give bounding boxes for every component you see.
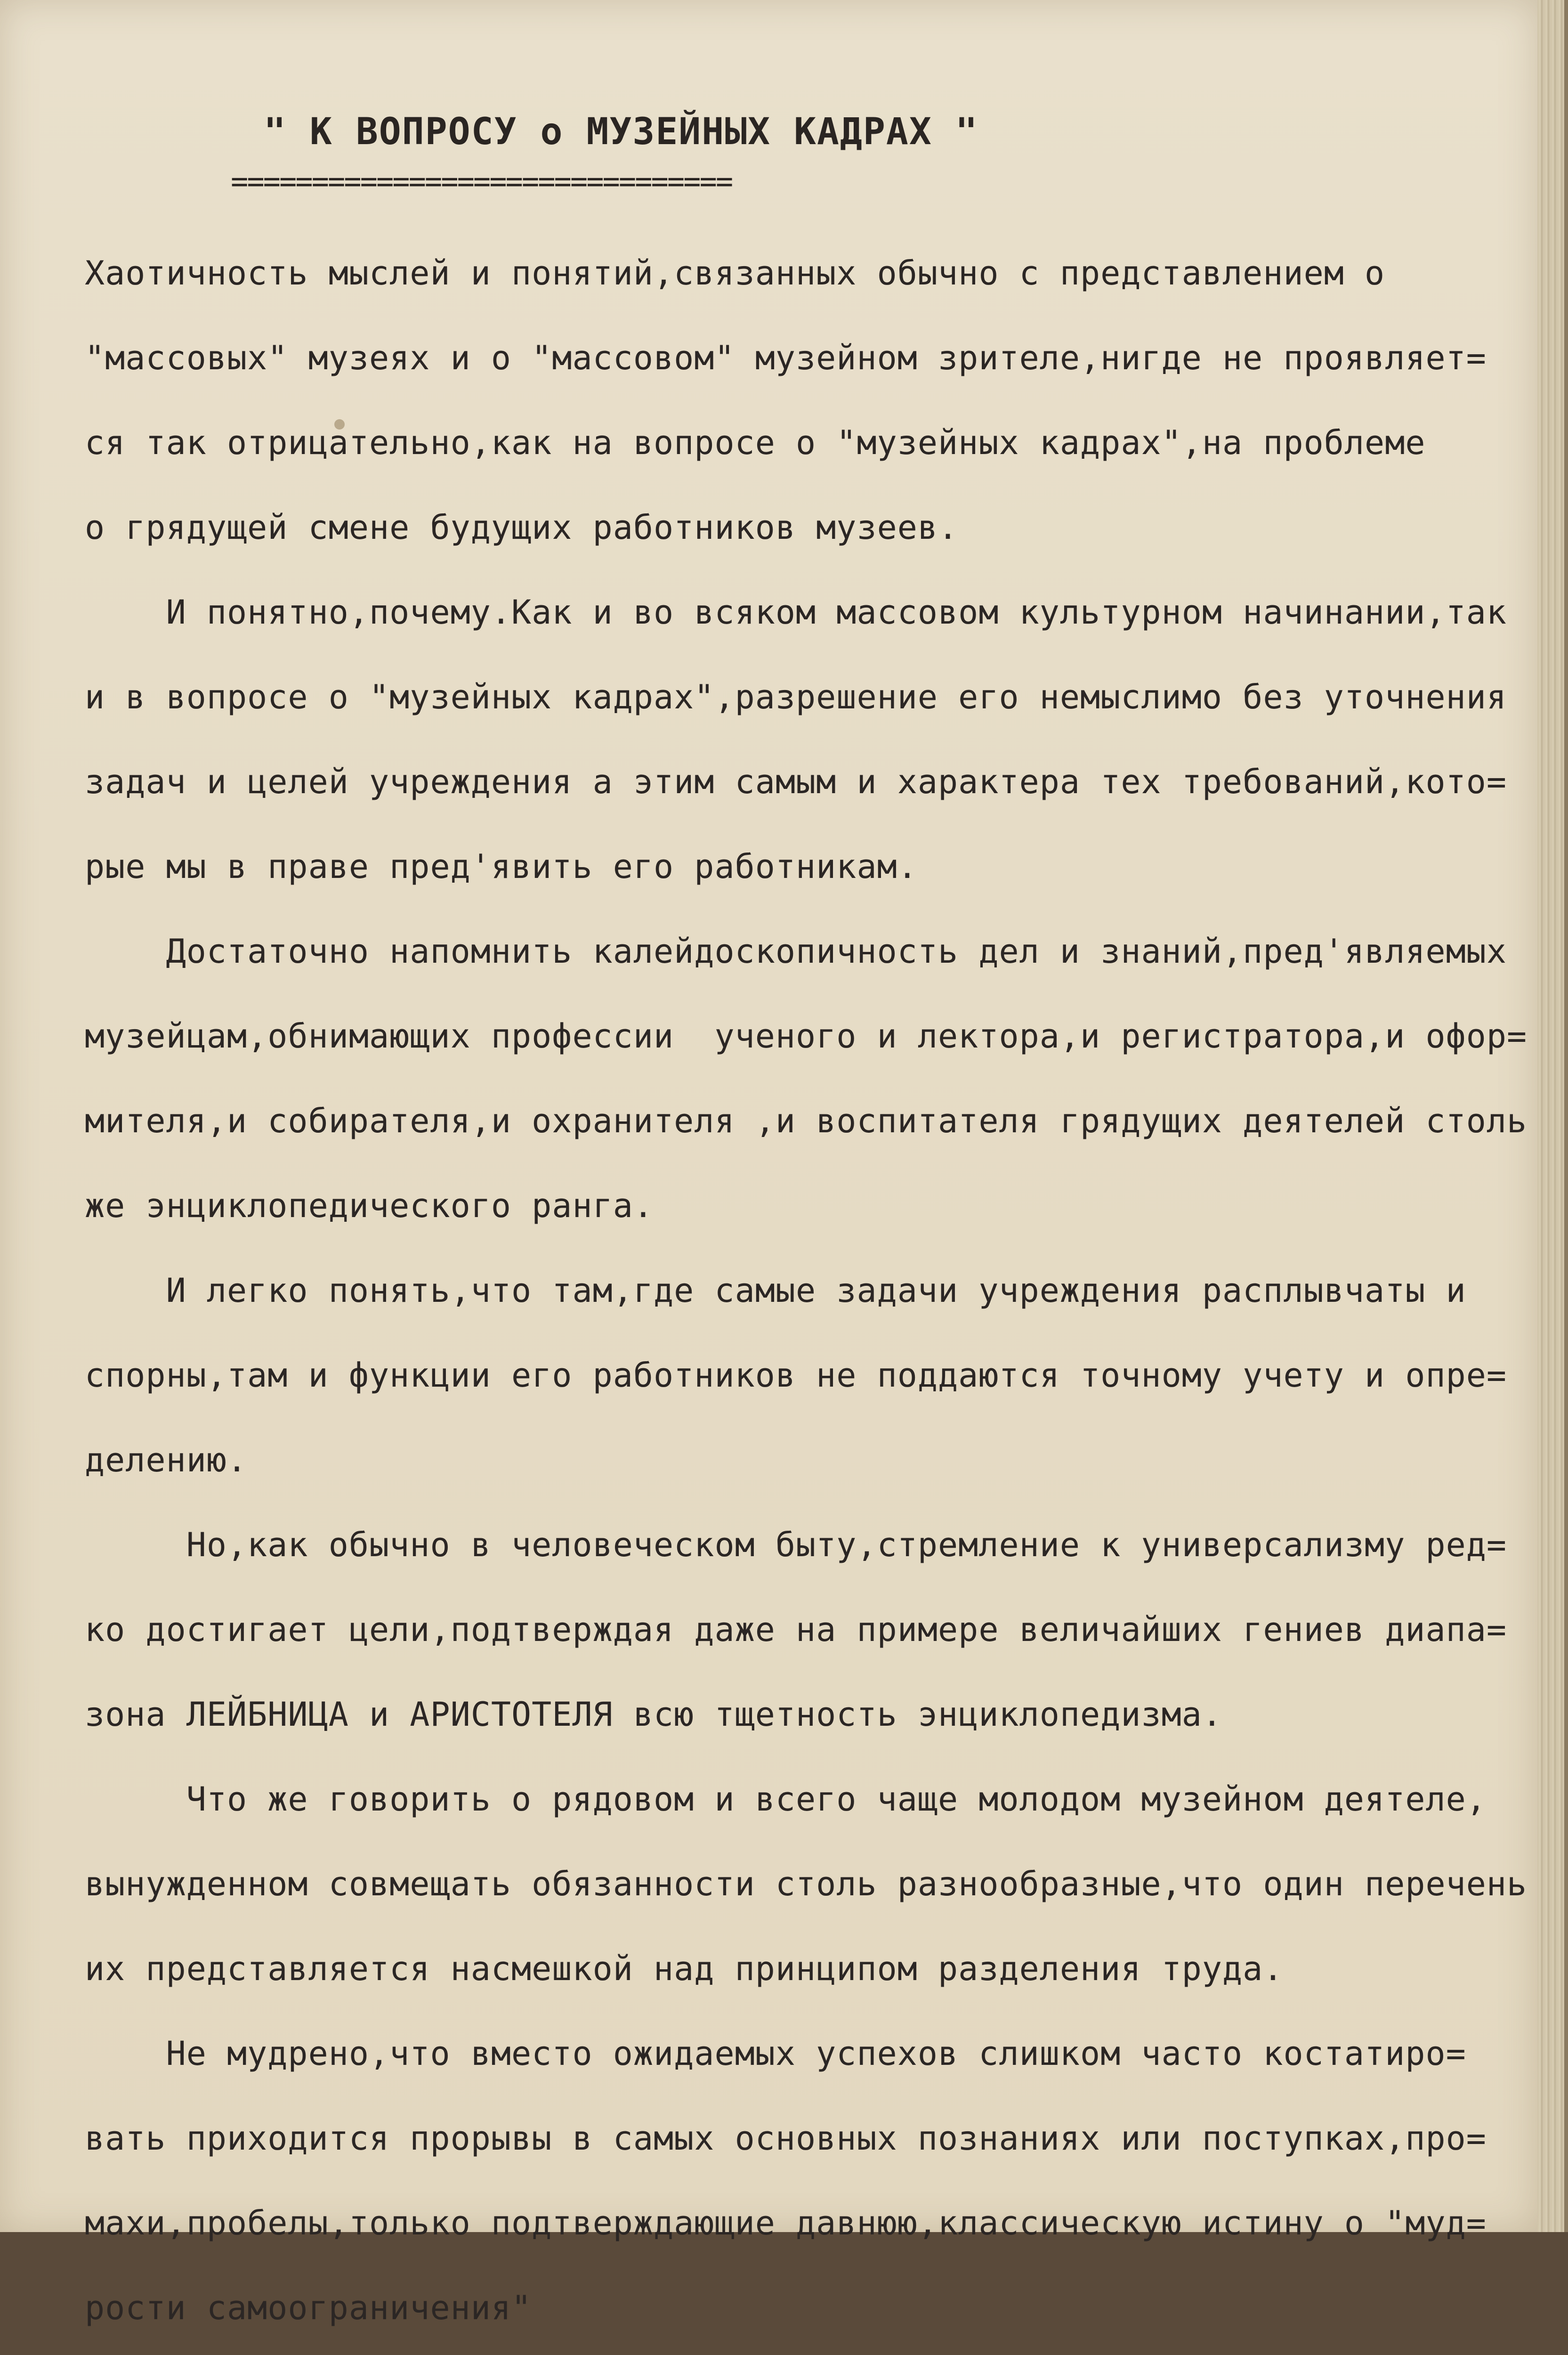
text-line: их представляется насмешкой над принципом разделения труда. xyxy=(85,1949,1284,1988)
document-title: " К ВОПРОСУ о МУЗЕЙНЫХ КАДРАХ " xyxy=(264,111,978,153)
document-body xyxy=(85,231,1528,2355)
text-line: зона ЛЕЙБНИЦА и АРИСТОТЕЛЯ всю тщетность энциклопедизма. xyxy=(85,1695,1223,1734)
text-line xyxy=(85,2350,1497,2355)
text-line: ко достигает цели,подтверждая даже на примере величайших гениев диапа= xyxy=(85,1610,1507,1649)
background-edge xyxy=(1564,0,1568,2232)
text-line: ся так отрицательно,как на вопросе о "музейных кадрах",на проблеме xyxy=(85,423,1426,462)
text-line: И легко понять,что там,где самые задачи учреждения расплывчаты и xyxy=(85,1271,1466,1310)
text-line: задач и целей учреждения а этим самым и характера тех требований,кото= xyxy=(85,763,1507,801)
text-line: Хаотичность мыслей и понятий,связанных обычно с представлением о xyxy=(85,254,1385,292)
text-line: Что же говорить о рядовом и всего чаще молодом музейном деятеле, xyxy=(85,1780,1487,1819)
text-line: спорны,там и функции его работников не поддаются точному учету и опре= xyxy=(85,1356,1507,1395)
paper-stack-edge xyxy=(1537,0,1568,2232)
text-line: вать приходится прорывы в самых основных познаниях или поступках,про= xyxy=(85,2119,1487,2158)
text-line: вынужденном совмещать обязанности столь разнообразные,что один перечень xyxy=(85,1865,1528,1903)
text-line: рости самоограничения" xyxy=(85,2289,532,2327)
text-line: "массовых" музеях и о "массовом" музейном зрителе,нигде не проявляет= xyxy=(85,339,1487,377)
text-line: Не мудрено,что вместо ожидаемых успехов слишком часто костатиро= xyxy=(85,2034,1466,2073)
text-line: И понятно,почему.Как и во всяком массовом культурном начинании,так xyxy=(85,593,1507,632)
text-line: рые мы в праве пред'явить его работникам. xyxy=(85,847,918,886)
text-line: музейцам,обнимающих профессии ученого и лектора,и регистратора,и офор= xyxy=(85,1017,1528,1056)
text-line: же энциклопедического ранга. xyxy=(85,1186,654,1225)
text-line: махи,пробелы,только подтверждающие давнюю,классическую истину о "муд= xyxy=(85,2204,1487,2242)
text-line: Достаточно напомнить калейдоскопичность дел и знаний,пред'являемых xyxy=(85,932,1507,971)
text-line: о грядущей смене будущих работников музеев. xyxy=(85,508,959,547)
text-line: Но,как обычно в человеческом быту,стремление к универсализму ред= xyxy=(85,1526,1507,1564)
title-underline: =============================== xyxy=(231,164,732,198)
text-line: и в вопросе о "музейных кадрах",разрешение его немыслимо без уточнения xyxy=(85,678,1507,716)
text-line: делению. xyxy=(85,1441,248,1479)
text-line: мителя,и собирателя,и охранителя ,и воспитателя грядущих деятелей столь xyxy=(85,1102,1528,1140)
